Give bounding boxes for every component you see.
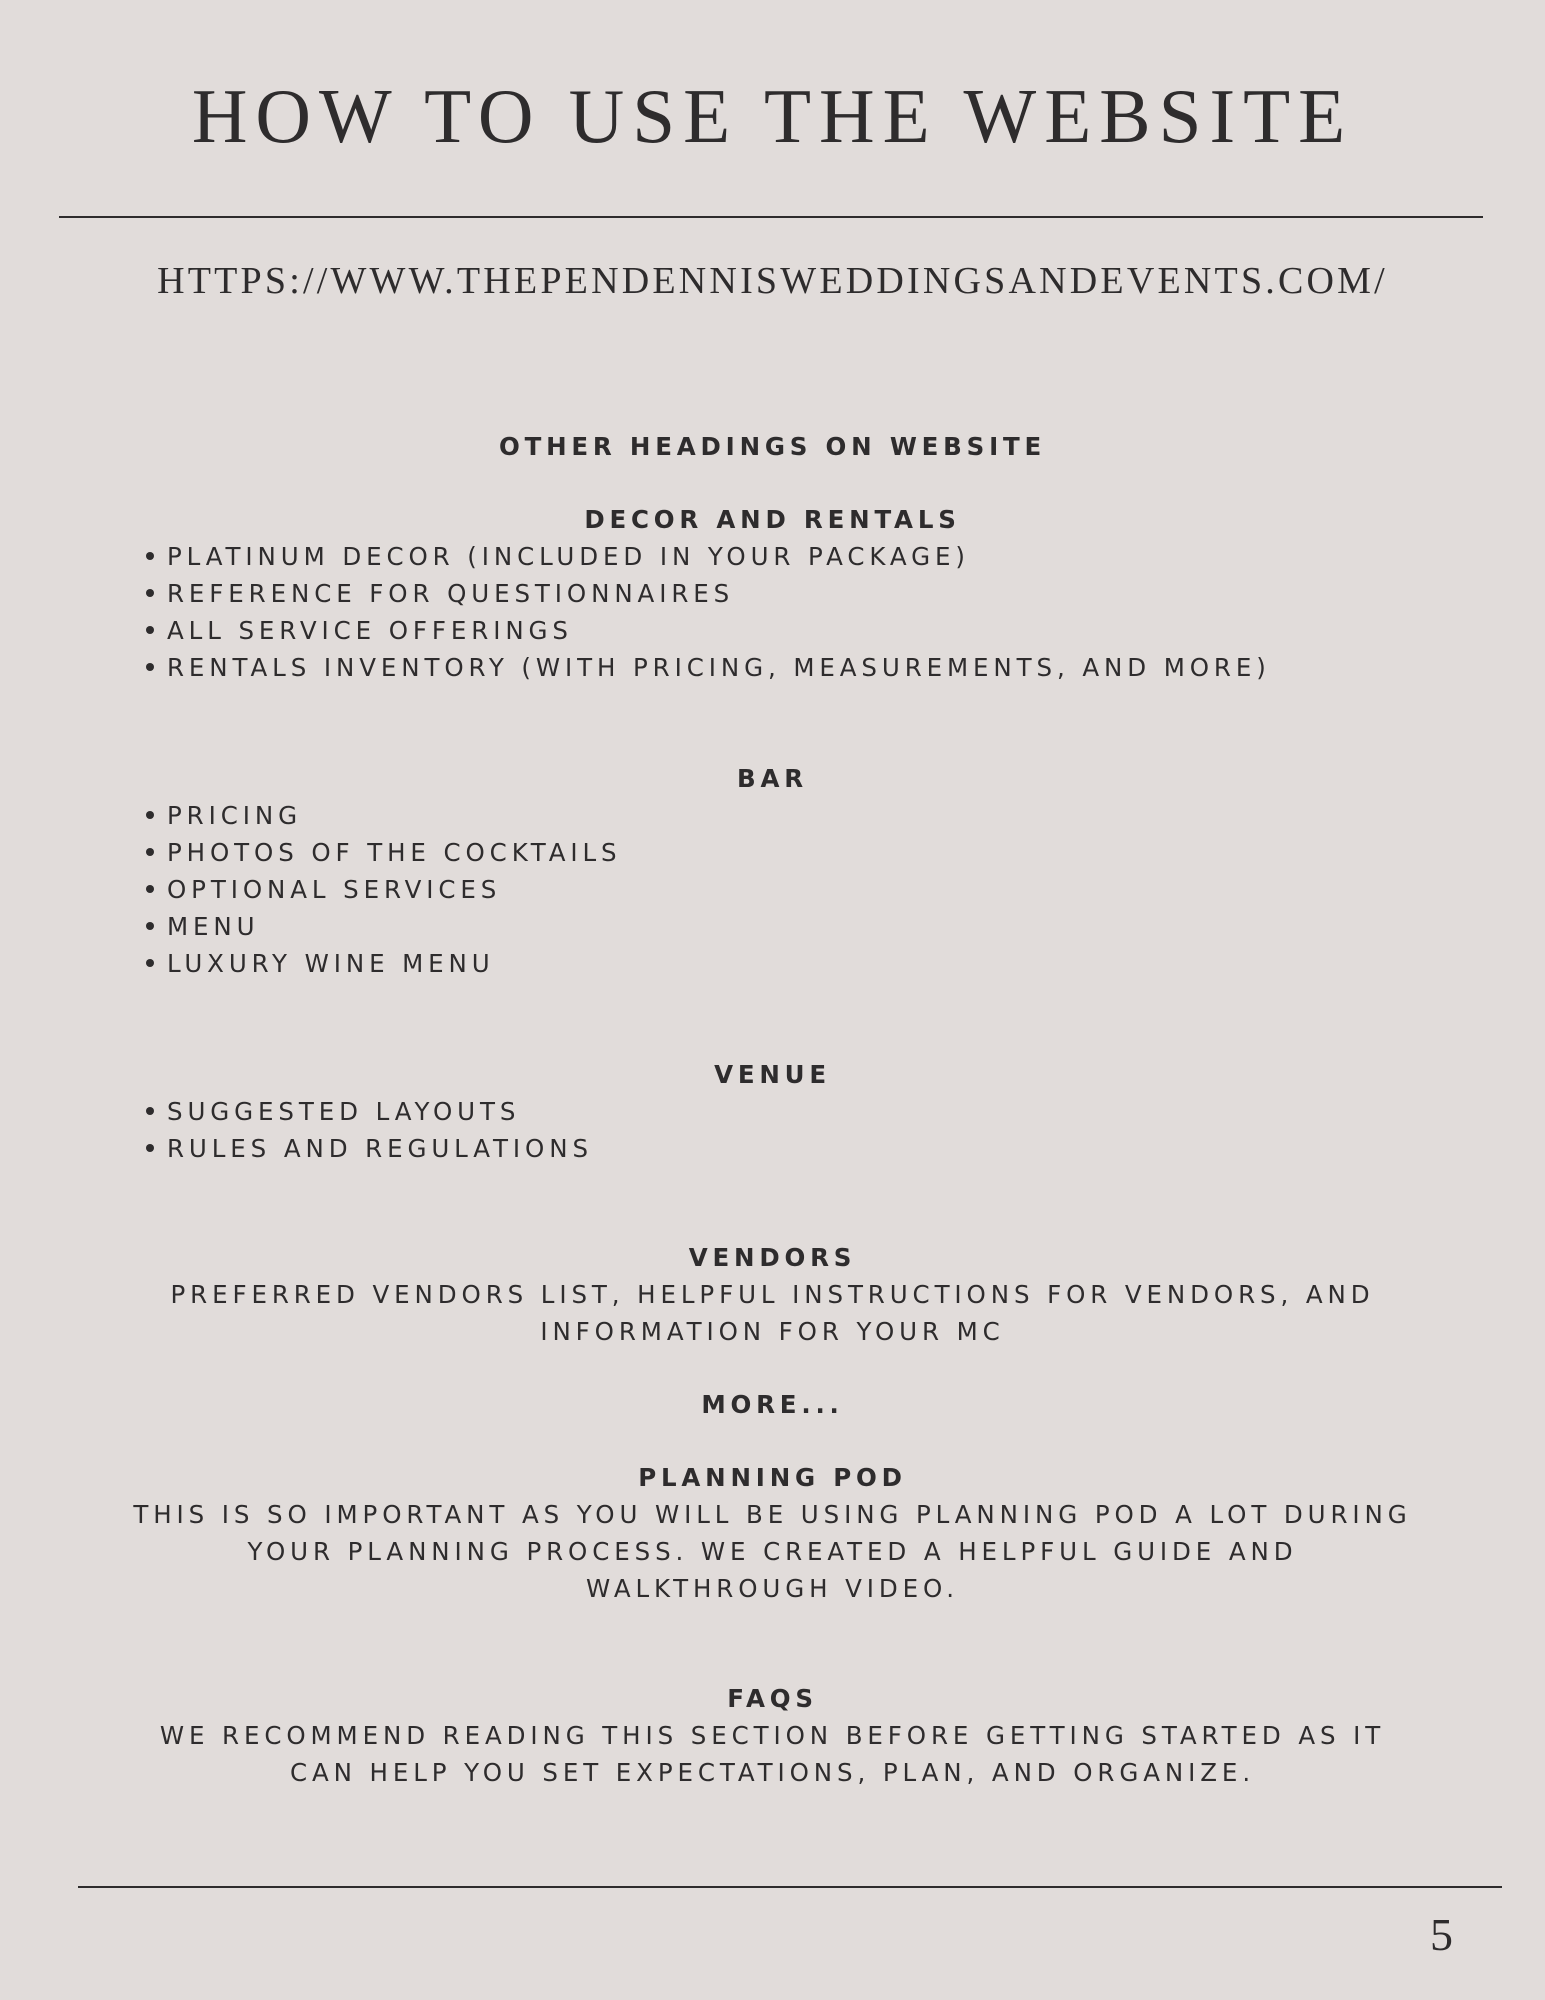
vendors-heading: VENDORS xyxy=(688,1243,857,1272)
venue-list xyxy=(130,1093,1415,1167)
list-item: SUGGESTED LAYOUTS xyxy=(146,1093,1415,1130)
bullet-icon xyxy=(146,959,154,967)
bar-list xyxy=(130,797,1415,982)
bullet-icon xyxy=(146,626,154,634)
more-heading: MORE... xyxy=(701,1390,844,1419)
list-item: PHOTOS OF THE COCKTAILS xyxy=(146,834,1415,871)
vendors-description: PREFERRED VENDORS LIST, HELPFUL INSTRUCTIONS FOR VENDORS, AND INFORMATION FOR YOUR MC xyxy=(170,1280,1375,1346)
page-title: HOW TO USE THE WEBSITE xyxy=(191,73,1354,159)
faqs-description: WE RECOMMEND READING THIS SECTION BEFORE GETTING STARTED AS IT CAN HELP YOU SET EXPECTATIONS, PLAN, AND ORGANIZE. xyxy=(159,1721,1386,1787)
bullet-icon xyxy=(146,811,154,819)
bullet-icon xyxy=(146,1107,154,1115)
decor-rentals-heading: DECOR AND RENTALS xyxy=(584,505,961,534)
list-item: MENU xyxy=(146,908,1415,945)
bullet-icon xyxy=(146,922,154,930)
list-item: REFERENCE FOR QUESTIONNAIRES xyxy=(146,575,1415,612)
bullet-icon xyxy=(146,1144,154,1152)
planning-pod-heading: PLANNING POD xyxy=(638,1463,907,1492)
content-area xyxy=(130,428,1415,1791)
list-item: ALL SERVICE OFFERINGS xyxy=(146,612,1415,649)
planning-pod-description: THIS IS SO IMPORTANT AS YOU WILL BE USING PLANNING POD A LOT DURING YOUR PLANNING PROCESS. WE CREATED A HELPFUL GUIDE AND WALKTHROUGH VIDEO. xyxy=(133,1500,1412,1603)
venue-heading: VENUE xyxy=(714,1060,831,1089)
bullet-icon xyxy=(146,885,154,893)
website-url: HTTPS://WWW.THEPENDENNISWEDDINGSANDEVENTS.COM/ xyxy=(157,260,1388,302)
top-divider xyxy=(59,216,1483,218)
list-item: PLATINUM DECOR (INCLUDED IN YOUR PACKAGE) xyxy=(146,538,1415,575)
list-item: RULES AND REGULATIONS xyxy=(146,1130,1415,1167)
list-item: RENTALS INVENTORY (WITH PRICING, MEASUREMENTS, AND MORE) xyxy=(146,649,1415,686)
bottom-divider xyxy=(78,1886,1502,1888)
bar-heading: BAR xyxy=(737,764,808,793)
decor-rentals-list xyxy=(130,538,1415,686)
overview-heading: OTHER HEADINGS ON WEBSITE xyxy=(498,432,1047,461)
bullet-icon xyxy=(146,663,154,671)
bullet-icon xyxy=(146,848,154,856)
list-item: PRICING xyxy=(146,797,1415,834)
bullet-icon xyxy=(146,589,154,597)
list-item: OPTIONAL SERVICES xyxy=(146,871,1415,908)
faqs-heading: FAQS xyxy=(727,1684,818,1713)
page-number: 5 xyxy=(1430,1909,1453,1960)
bullet-icon xyxy=(146,552,154,560)
list-item: LUXURY WINE MENU xyxy=(146,945,1415,982)
